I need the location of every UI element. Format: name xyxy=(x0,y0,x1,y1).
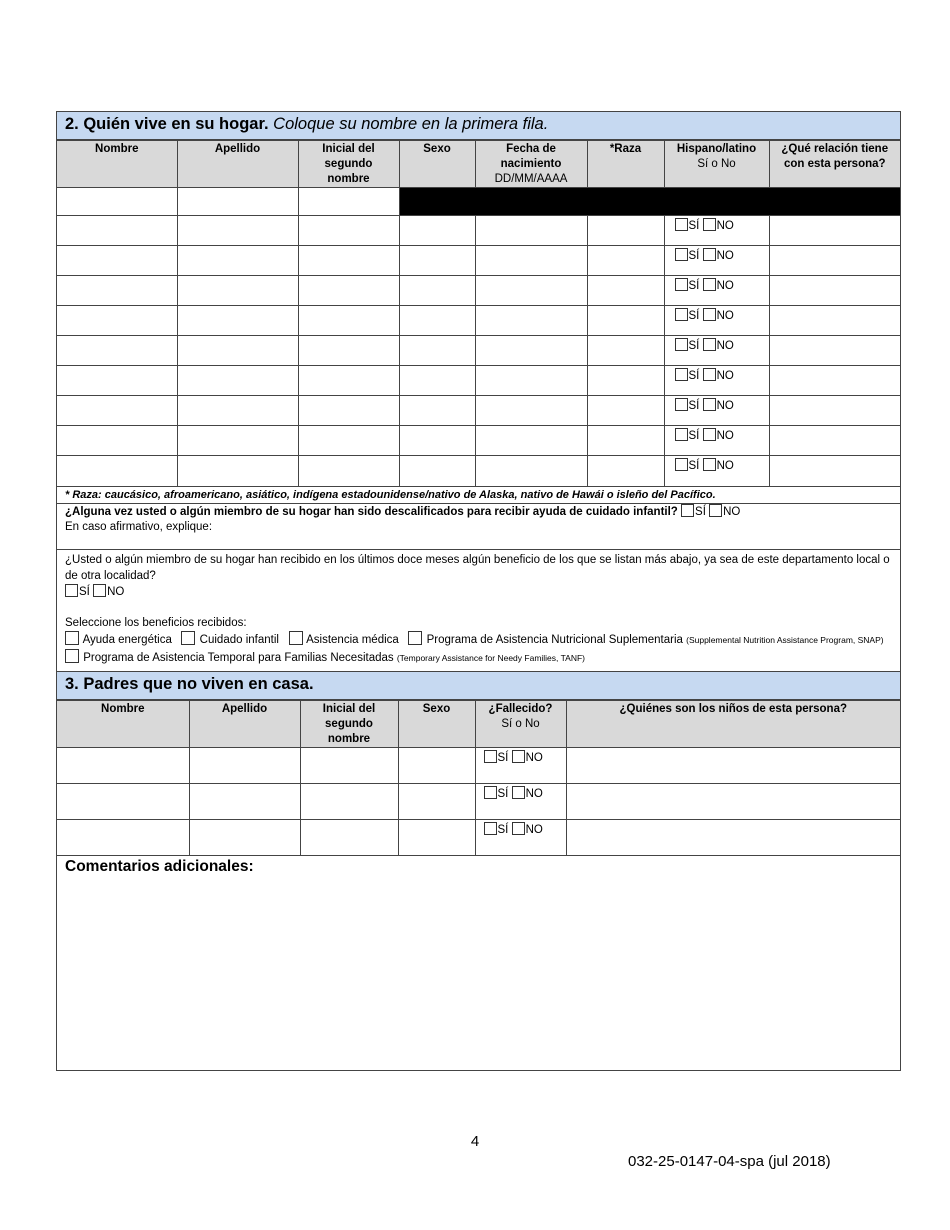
benefits-select-label: Seleccione los beneficios recibidos: xyxy=(65,616,247,629)
table-row xyxy=(57,396,900,426)
snap-label: Programa de Asistencia Nutricional Suplementaria xyxy=(426,634,683,646)
cuidado-label: Cuidado infantil xyxy=(199,634,279,646)
no-checkbox[interactable] xyxy=(703,308,716,321)
col-fecha xyxy=(475,141,587,188)
sexo-cell[interactable] xyxy=(398,820,475,856)
ninos-cell[interactable] xyxy=(566,820,900,856)
apellido-cell[interactable] xyxy=(189,748,300,784)
sexo-cell[interactable] xyxy=(399,366,475,396)
energia-checkbox[interactable] xyxy=(65,631,79,645)
col-nombre: Nombre xyxy=(57,141,177,188)
form-frame xyxy=(56,111,901,1071)
inicial-cell[interactable] xyxy=(300,784,398,820)
no-label: NO xyxy=(716,250,734,262)
disqualification-block xyxy=(57,504,900,550)
parents-table xyxy=(57,700,900,856)
medica-label: Asistencia médica xyxy=(306,634,399,646)
medica-checkbox[interactable] xyxy=(289,631,303,645)
section2-header xyxy=(57,112,900,140)
sexo-cell[interactable] xyxy=(399,306,475,336)
blacked-out-cell xyxy=(399,188,900,216)
fallecido-cell xyxy=(475,820,566,856)
col-hispano-sub: Sí o No xyxy=(697,158,736,170)
table-row xyxy=(57,456,900,487)
apellido-cell[interactable] xyxy=(177,216,298,246)
hispano-cell xyxy=(664,246,769,276)
relacion-cell[interactable] xyxy=(769,336,900,366)
inicial-cell[interactable] xyxy=(298,306,399,336)
table-row xyxy=(57,366,900,396)
inicial-cell[interactable] xyxy=(298,216,399,246)
no-label: NO xyxy=(525,824,543,836)
nombre-cell[interactable] xyxy=(57,216,177,246)
nombre-cell[interactable] xyxy=(57,336,177,366)
col-sexo: Sexo xyxy=(399,141,475,188)
comments-area[interactable] xyxy=(57,878,900,1078)
si-label: SÍ xyxy=(497,788,509,800)
benefits-si-label: SÍ xyxy=(79,586,90,598)
no-checkbox[interactable] xyxy=(703,428,716,441)
raza-cell[interactable] xyxy=(587,306,664,336)
page-number: 4 xyxy=(470,1133,480,1150)
col-inicial-label: Inicial del segundo nombre xyxy=(322,143,375,185)
fecha-cell[interactable] xyxy=(475,336,587,366)
relacion-cell[interactable] xyxy=(769,426,900,456)
col-relacion-label: ¿Qué relación tiene con esta persona? xyxy=(781,143,889,170)
nombre-cell[interactable] xyxy=(57,276,177,306)
hispano-cell xyxy=(664,276,769,306)
table-row xyxy=(57,820,900,856)
si-checkbox[interactable] xyxy=(484,822,497,835)
apellido-cell[interactable] xyxy=(177,456,298,487)
table-row xyxy=(57,246,900,276)
p-col-inicial-label: Inicial del segundo nombre xyxy=(322,703,376,745)
disq-no-label: NO xyxy=(723,506,741,518)
hispano-cell xyxy=(664,336,769,366)
si-label: SÍ xyxy=(688,280,700,292)
si-label: SÍ xyxy=(497,824,509,836)
inicial-cell[interactable] xyxy=(298,276,399,306)
raza-cell[interactable] xyxy=(587,456,664,487)
no-label: NO xyxy=(716,430,734,442)
raza-cell[interactable] xyxy=(587,216,664,246)
table-row xyxy=(57,784,900,820)
no-checkbox[interactable] xyxy=(512,786,525,799)
no-label: NO xyxy=(525,788,543,800)
raza-cell[interactable] xyxy=(587,366,664,396)
si-checkbox[interactable] xyxy=(675,428,688,441)
section3-title: 3. Padres que no viven en casa. xyxy=(65,675,314,693)
si-checkbox[interactable] xyxy=(675,248,688,261)
inicial-cell[interactable] xyxy=(298,246,399,276)
apellido-cell[interactable] xyxy=(177,426,298,456)
fallecido-cell xyxy=(475,784,566,820)
household-table xyxy=(57,140,900,487)
si-checkbox[interactable] xyxy=(675,338,688,351)
no-label: NO xyxy=(716,370,734,382)
disq-si-checkbox[interactable] xyxy=(681,504,694,517)
no-checkbox[interactable] xyxy=(703,248,716,261)
inicial-cell[interactable] xyxy=(298,366,399,396)
p-col-ninos: ¿Quiénes son los niños de esta persona? xyxy=(566,701,900,748)
relacion-cell[interactable] xyxy=(769,246,900,276)
section3-header xyxy=(57,672,900,700)
hispano-cell xyxy=(664,426,769,456)
no-checkbox[interactable] xyxy=(703,278,716,291)
raza-cell[interactable] xyxy=(587,426,664,456)
sexo-cell[interactable] xyxy=(398,748,475,784)
nombre-cell[interactable] xyxy=(57,306,177,336)
inicial-cell[interactable] xyxy=(300,748,398,784)
table-row xyxy=(57,216,900,246)
si-checkbox[interactable] xyxy=(675,398,688,411)
p-col-apellido: Apellido xyxy=(189,701,300,748)
disq-si-label: SÍ xyxy=(695,506,706,518)
table-row xyxy=(57,426,900,456)
si-label: SÍ xyxy=(688,400,700,412)
col-fecha-format: DD/MM/AAAA xyxy=(494,173,568,185)
si-label: SÍ xyxy=(688,460,700,472)
apellido-cell[interactable] xyxy=(177,306,298,336)
nombre-cell[interactable] xyxy=(57,396,177,426)
fecha-cell[interactable] xyxy=(475,426,587,456)
nombre-cell[interactable] xyxy=(57,820,189,856)
disq-no-checkbox[interactable] xyxy=(709,504,722,517)
col-fecha-label: Fecha de nacimiento xyxy=(500,143,562,170)
no-label: NO xyxy=(716,280,734,292)
nombre-cell[interactable] xyxy=(57,456,177,487)
fecha-cell[interactable] xyxy=(475,306,587,336)
no-checkbox[interactable] xyxy=(703,398,716,411)
relacion-cell[interactable] xyxy=(769,216,900,246)
no-checkbox[interactable] xyxy=(703,458,716,471)
raza-cell[interactable] xyxy=(587,396,664,426)
inicial-cell[interactable] xyxy=(298,426,399,456)
col-inicial xyxy=(298,141,399,188)
table-row xyxy=(57,748,900,784)
section2-subtitle: Coloque su nombre en la primera fila. xyxy=(273,115,549,133)
raza-cell[interactable] xyxy=(587,276,664,306)
tanf-checkbox[interactable] xyxy=(65,649,79,663)
no-checkbox[interactable] xyxy=(703,338,716,351)
inicial-cell[interactable] xyxy=(298,396,399,426)
si-checkbox[interactable] xyxy=(484,786,497,799)
apellido-cell[interactable] xyxy=(177,396,298,426)
benefits-no-checkbox[interactable] xyxy=(93,584,106,597)
no-label: NO xyxy=(716,340,734,352)
relacion-cell[interactable] xyxy=(769,396,900,426)
apellido-cell[interactable] xyxy=(177,276,298,306)
p-col-nombre: Nombre xyxy=(57,701,189,748)
no-label: NO xyxy=(716,310,734,322)
sexo-cell[interactable] xyxy=(399,246,475,276)
hispano-cell xyxy=(664,216,769,246)
fecha-cell[interactable] xyxy=(475,276,587,306)
si-label: SÍ xyxy=(688,250,700,262)
nombre-cell[interactable] xyxy=(57,748,189,784)
fecha-cell[interactable] xyxy=(475,366,587,396)
table-row xyxy=(57,276,900,306)
benefits-question: ¿Usted o algún miembro de su hogar han recibido en los últimos doce meses algún beneficio de los que se listan más abajo, ya sea de este departamento local o de otra localidad? xyxy=(65,554,890,582)
fecha-cell[interactable] xyxy=(475,456,587,487)
si-checkbox[interactable] xyxy=(675,368,688,381)
col-apellido: Apellido xyxy=(177,141,298,188)
raza-cell[interactable] xyxy=(587,246,664,276)
no-label: NO xyxy=(716,460,734,472)
hispano-cell xyxy=(664,396,769,426)
sexo-cell[interactable] xyxy=(399,336,475,366)
si-label: SÍ xyxy=(688,340,700,352)
relacion-cell[interactable] xyxy=(769,306,900,336)
hispano-cell xyxy=(664,456,769,487)
relacion-cell[interactable] xyxy=(769,366,900,396)
relacion-cell[interactable] xyxy=(769,276,900,306)
apellido-cell[interactable] xyxy=(177,366,298,396)
form-id: 032-25-0147-04-spa (jul 2018) xyxy=(628,1153,831,1170)
si-label: SÍ xyxy=(688,430,700,442)
nombre-cell[interactable] xyxy=(57,246,177,276)
sexo-cell[interactable] xyxy=(399,276,475,306)
si-label: SÍ xyxy=(688,370,700,382)
sexo-cell[interactable] xyxy=(399,216,475,246)
raza-cell[interactable] xyxy=(587,336,664,366)
disq-explain: En caso afirmativo, explique: xyxy=(65,521,213,533)
no-label: NO xyxy=(525,752,543,764)
si-checkbox[interactable] xyxy=(675,458,688,471)
si-label: SÍ xyxy=(688,220,700,232)
table-row xyxy=(57,336,900,366)
apellido-cell[interactable] xyxy=(189,820,300,856)
sexo-cell[interactable] xyxy=(399,456,475,487)
si-checkbox[interactable] xyxy=(675,278,688,291)
si-checkbox[interactable] xyxy=(484,750,497,763)
col-hispano xyxy=(664,141,769,188)
fallecido-cell xyxy=(475,748,566,784)
sexo-cell[interactable] xyxy=(399,426,475,456)
inicial-cell[interactable] xyxy=(298,188,399,216)
table-row xyxy=(57,188,900,216)
fecha-cell[interactable] xyxy=(475,216,587,246)
no-checkbox[interactable] xyxy=(512,750,525,763)
apellido-cell[interactable] xyxy=(177,188,298,216)
benefits-block xyxy=(57,550,900,672)
p-col-inicial xyxy=(300,701,398,748)
tanf-english: (Temporary Assistance for Needy Families, TANF) xyxy=(396,652,585,663)
nombre-cell[interactable] xyxy=(57,366,177,396)
nombre-cell[interactable] xyxy=(57,188,177,216)
col-hispano-label: Hispano/latino xyxy=(676,143,757,155)
nombre-cell[interactable] xyxy=(57,784,189,820)
apellido-cell[interactable] xyxy=(177,246,298,276)
no-checkbox[interactable] xyxy=(512,822,525,835)
sexo-cell[interactable] xyxy=(399,396,475,426)
relacion-cell[interactable] xyxy=(769,456,900,487)
si-checkbox[interactable] xyxy=(675,308,688,321)
benefits-si-checkbox[interactable] xyxy=(65,584,78,597)
ninos-cell[interactable] xyxy=(566,784,900,820)
si-label: SÍ xyxy=(688,310,700,322)
snap-checkbox[interactable] xyxy=(408,631,422,645)
p-col-fallecido-sub: Sí o No xyxy=(501,718,540,730)
hispano-cell xyxy=(664,306,769,336)
no-label: NO xyxy=(716,400,734,412)
hispano-cell xyxy=(664,366,769,396)
energia-label: Ayuda energética xyxy=(82,634,172,646)
table-row xyxy=(57,306,900,336)
snap-english: (Supplemental Nutrition Assistance Program, SNAP) xyxy=(686,635,884,645)
inicial-cell[interactable] xyxy=(300,820,398,856)
benefits-no-label: NO xyxy=(107,586,125,598)
disq-question: ¿Alguna vez usted o algún miembro de su hogar han sido descalificados para recibir ayuda de cuidado infantil? xyxy=(65,506,678,518)
col-relacion xyxy=(769,141,900,188)
section2-title: 2. Quién vive en su hogar. xyxy=(65,115,269,133)
tanf-label: Programa de Asistencia Temporal para Familias Necesitadas xyxy=(83,651,394,664)
si-checkbox[interactable] xyxy=(675,218,688,231)
p-col-fallecido-label: ¿Fallecido? xyxy=(488,703,553,715)
no-checkbox[interactable] xyxy=(703,218,716,231)
fecha-cell[interactable] xyxy=(475,246,587,276)
inicial-cell[interactable] xyxy=(298,456,399,487)
si-label: SÍ xyxy=(497,752,509,764)
nombre-cell[interactable] xyxy=(57,426,177,456)
p-col-fallecido xyxy=(475,701,566,748)
p-col-sexo: Sexo xyxy=(398,701,475,748)
col-raza: *Raza xyxy=(587,141,664,188)
comments-title: Comentarios adicionales: xyxy=(65,858,254,875)
no-label: NO xyxy=(716,220,734,232)
raza-note: * Raza: caucásico, afroamericano, asiático, indígena estadounidense/nativo de Alaska, nativo de Hawái o isleño del Pacífico. xyxy=(57,487,900,504)
apellido-cell[interactable] xyxy=(177,336,298,366)
inicial-cell[interactable] xyxy=(298,336,399,366)
no-checkbox[interactable] xyxy=(703,368,716,381)
cuidado-checkbox[interactable] xyxy=(181,631,195,645)
apellido-cell[interactable] xyxy=(189,784,300,820)
fecha-cell[interactable] xyxy=(475,396,587,426)
ninos-cell[interactable] xyxy=(566,748,900,784)
sexo-cell[interactable] xyxy=(398,784,475,820)
